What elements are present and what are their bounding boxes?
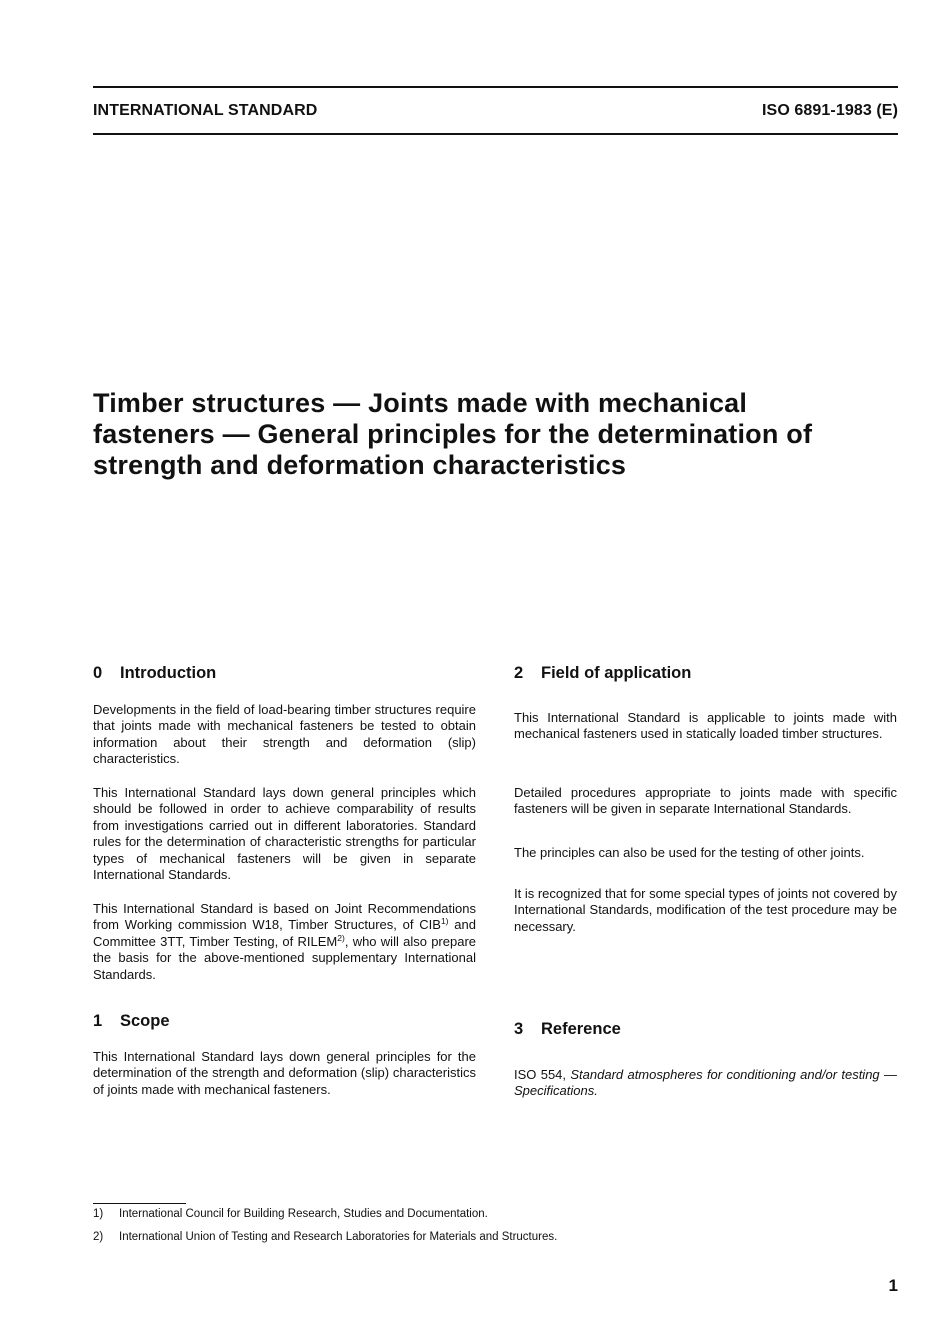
section-number: 2 (514, 664, 524, 682)
footnote-ref-2: 2) (337, 932, 345, 943)
introduction-paragraph-2: This International Standard lays down general principles which should be followed in order to achieve comparability of results from investigations carried out in different laboratories. Standard rules for the determination of characteristic strengths for particular types of mechanical fasteners will be given in separate International Standards. (93, 785, 476, 883)
field-paragraph-1: This International Standard is applicable to joints made with mechanical fasteners used in statically loaded timber structures. (514, 710, 897, 742)
section-number: 1 (93, 1012, 103, 1030)
section-title: Field of application (541, 664, 692, 682)
section-heading-scope (93, 1013, 170, 1029)
section-number: 0 (93, 664, 103, 682)
section-heading-reference (514, 1021, 621, 1037)
document-title (93, 388, 893, 481)
section-title: Reference (541, 1020, 621, 1038)
title-line-2: fasteners — General principles for the determination of (93, 419, 813, 449)
section-title: Scope (120, 1012, 170, 1030)
footnote-ref-1: 1) (440, 916, 449, 927)
field-paragraph-4: It is recognized that for some special types of joints not covered by International Standards, modification of the test procedure may be necessary. (514, 886, 897, 934)
footnote-mark: 1) (93, 1208, 104, 1220)
footnote-mark: 2) (93, 1231, 104, 1243)
introduction-paragraph-1: Developments in the field of load-bearing timber structures require that joints made with mechanical fasteners be tested to obtain information about their strength and deformation (slip) characteristics. (93, 702, 476, 767)
scope-paragraph-1: This International Standard lays down general principles for the determination of the strength and deformation (slip) characteristics of joints made with mechanical fasteners. (93, 1049, 476, 1097)
footnote-text: International Council for Building Research, Studies and Documentation. (119, 1208, 488, 1220)
footnote-2 (93, 1231, 557, 1243)
section-heading-introduction (93, 665, 216, 681)
header-bottom-rule (93, 133, 898, 135)
title-line-3: strength and deformation characteristics (93, 450, 627, 480)
footnote-1 (93, 1208, 488, 1220)
header-standard-number: ISO 6891-1983 (E) (762, 102, 898, 119)
header-top-rule (93, 86, 898, 88)
footnote-text: International Union of Testing and Research Laboratories for Materials and Structures. (119, 1231, 558, 1243)
reference-entry (514, 1067, 897, 1100)
page-number: 1 (888, 1276, 898, 1295)
section-number: 3 (514, 1020, 524, 1038)
field-paragraph-3: The principles can also be used for the testing of other joints. (514, 845, 865, 860)
header-document-type: INTERNATIONAL STANDARD (93, 102, 318, 119)
reference-code: ISO 554, (514, 1067, 567, 1082)
footnote-separator (93, 1203, 186, 1204)
reference-title: Standard atmospheres for conditioning and/or testing — Specifications. (514, 1067, 897, 1099)
section-title: Introduction (120, 664, 217, 682)
title-line-1: Timber structures — Joints made with mechanical (93, 388, 748, 418)
introduction-paragraph-3: This International Standard is based on Joint Recommendations from Working commission W18, Timber Structures, of CIB$^{1)}$ and Committee 3TT, Timber Testing, of RILEM$^{2)}$, who will also prepare the basis for the above-mentioned supplementary International Standards. (93, 901, 476, 982)
section-heading-field-of-application (514, 665, 691, 681)
field-paragraph-2: Detailed procedures appropriate to joints made with specific fasteners will be given in separate International Standards. (514, 785, 897, 817)
